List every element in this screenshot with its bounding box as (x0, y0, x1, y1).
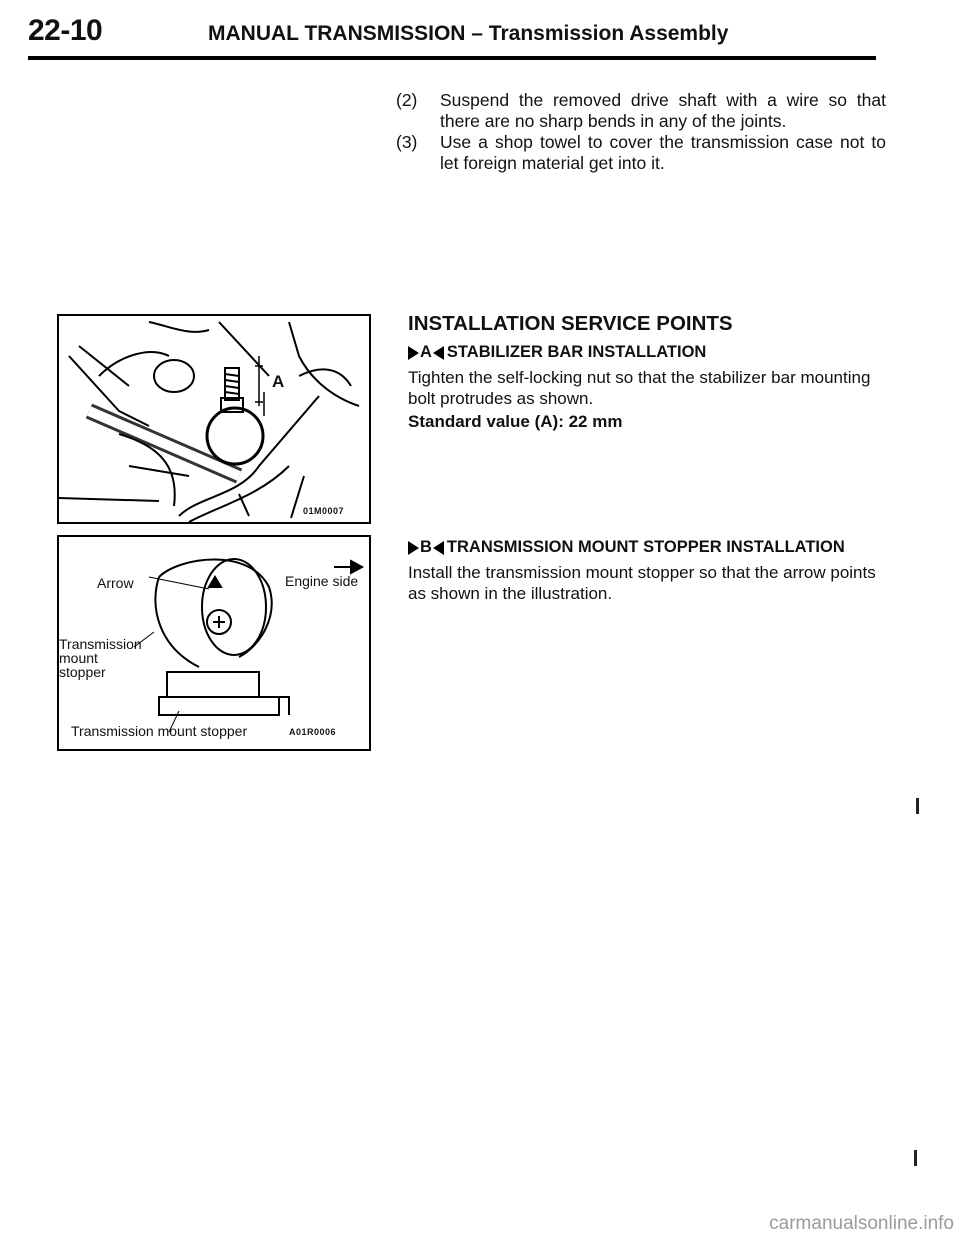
watermark: carmanualsonline.info (769, 1213, 954, 1234)
right-triangle-icon (408, 346, 419, 360)
figure-code: 01M0007 (303, 506, 345, 516)
step-text: Use a shop towel to cover the transmission case not to let foreign material get into it. (440, 132, 886, 173)
figure-caption: Transmission mount stopper (71, 723, 248, 739)
step-text: Suspend the removed drive shaft with a wire so that there are no sharp bends in any of the joints. (440, 90, 886, 131)
procedure-steps (396, 90, 886, 174)
step-item (396, 132, 886, 174)
scan-mark (914, 1150, 917, 1166)
standard-value: Standard value (A): 22 mm (408, 412, 623, 431)
service-point-letter: B (420, 538, 432, 556)
service-point-title: STABILIZER BAR INSTALLATION (446, 343, 707, 361)
service-point-b-heading (408, 538, 845, 557)
dimension-a-label: A (272, 372, 285, 391)
step-item (396, 90, 886, 132)
service-point-b-body: Install the transmission mount stopper so that the arrow points as shown in the illustration. (408, 563, 876, 603)
stopper-label (59, 637, 142, 679)
page-title: MANUAL TRANSMISSION – Transmission Assembly (208, 22, 729, 45)
engine-side-label: Engine side (285, 573, 359, 589)
section-heading: INSTALLATION SERVICE POINTS (408, 312, 733, 335)
stopper-label-line: mount (59, 650, 98, 666)
header-divider (28, 56, 876, 60)
scan-mark (916, 798, 919, 814)
stopper-label-line: Transmission (59, 636, 142, 652)
step-number: (3) (396, 132, 418, 152)
service-point-a-body: Tighten the self-locking nut so that the stabilizer bar mounting bolt protrudes as shown. (408, 368, 871, 408)
service-point-a-heading (408, 343, 706, 362)
mount-stopper-figure (57, 535, 371, 751)
right-triangle-icon (408, 541, 419, 555)
stabilizer-bar-figure (57, 314, 371, 524)
service-point-letter: A (420, 343, 432, 361)
stabilizer-bar-illustration (59, 316, 369, 522)
page-number: 22-10 (28, 14, 103, 47)
step-number: (2) (396, 90, 418, 110)
left-triangle-icon (433, 346, 444, 360)
arrow-label: Arrow (97, 575, 134, 591)
left-triangle-icon (433, 541, 444, 555)
figure-code: A01R0006 (289, 727, 337, 737)
service-point-title: TRANSMISSION MOUNT STOPPER INSTALLATION (446, 538, 845, 556)
stopper-label-line: stopper (59, 664, 106, 680)
